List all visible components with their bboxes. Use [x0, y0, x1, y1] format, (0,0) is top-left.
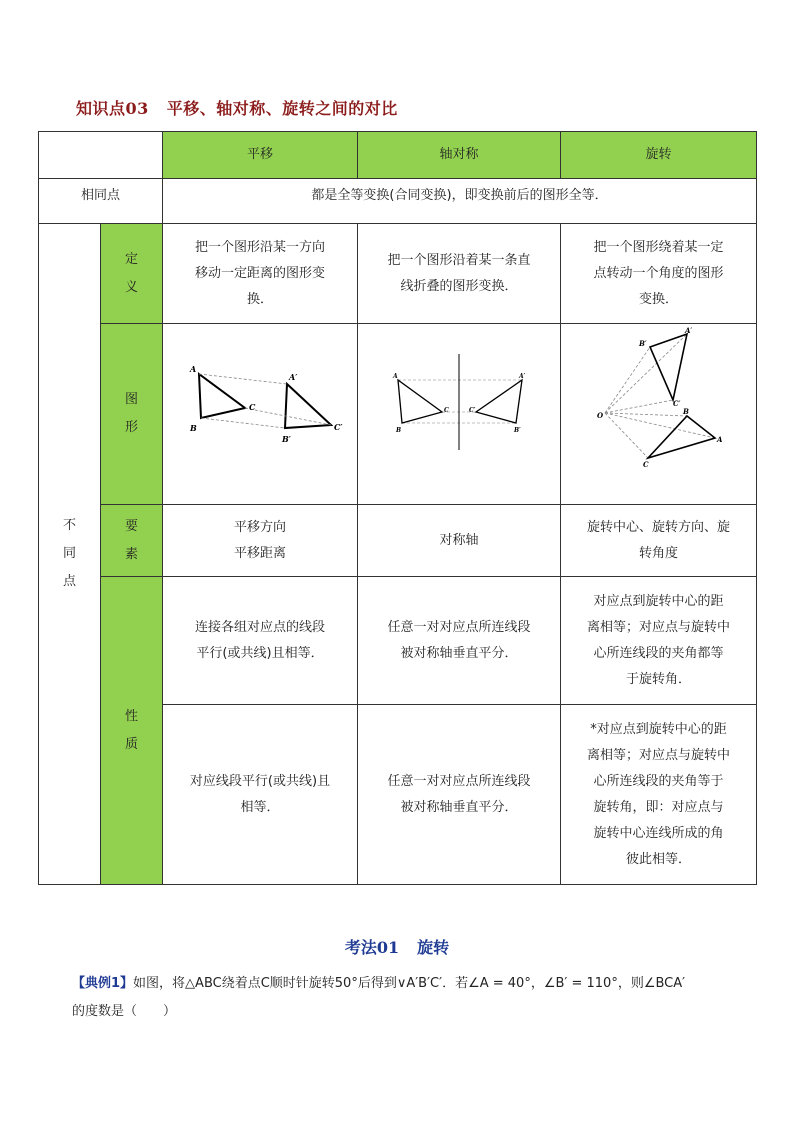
figure-label: 图 形: [101, 324, 163, 505]
property-translation-b: 对应线段平行(或共线)且 相等．: [163, 705, 358, 885]
knowledge-point-label: 知识点03: [76, 99, 149, 118]
same-row: [39, 179, 757, 224]
elements-reflection: 对称轴: [358, 505, 561, 577]
svg-text:B′: B′: [282, 434, 291, 444]
svg-text:A: A: [717, 435, 723, 444]
svg-text:A: A: [393, 373, 398, 380]
svg-text:A′: A′: [685, 326, 693, 335]
rotation-figure: [561, 324, 757, 494]
example-problem: [72, 970, 762, 1026]
property-row-a: [39, 577, 757, 705]
figure-rotation-cell: [561, 324, 757, 505]
svg-text:A′: A′: [519, 373, 526, 380]
definition-rotation: 把一个图形绕着某一定 点转动一个角度的图形 变换．: [561, 224, 757, 324]
figure-translation-cell: [163, 324, 358, 505]
corner-cell: [39, 132, 163, 179]
svg-text:B: B: [683, 407, 689, 416]
svg-text:C: C: [643, 460, 649, 469]
figure-row: [39, 324, 757, 505]
header-row: [39, 132, 757, 179]
reflection-figure: [358, 324, 561, 494]
svg-text:C′: C′: [469, 407, 476, 414]
definition-reflection: 把一个图形沿着某一条直 线折叠的图形变换．: [358, 224, 561, 324]
property-rotation-a: 对应点到旋转中心的距 离相等；对应点与旋转中 心所连线段的夹角都等 于旋转角．: [561, 577, 757, 705]
definition-label: 定 义: [101, 224, 163, 324]
triangle-abc: [199, 374, 245, 418]
triangle-abc: [648, 416, 715, 458]
method-label: 考法01: [344, 938, 400, 957]
method-heading: [0, 935, 794, 958]
elements-row: [39, 505, 757, 577]
svg-text:C′: C′: [334, 422, 343, 432]
property-reflection-b: 任意一对对应点所连线段 被对称轴垂直平分．: [358, 705, 561, 885]
property-rotation-b: *对应点到旋转中心的距 离相等；对应点与旋转中 心所连线段的夹角等于 旋转角，即：对应点与 旋转中心连线所成的角 彼此相等．: [561, 705, 757, 885]
comparison-table: [38, 131, 757, 885]
svg-text:C: C: [249, 402, 256, 412]
same-label: 相同点: [39, 179, 163, 224]
definition-translation: 把一个图形沿某一方向 移动一定距离的图形变 换．: [163, 224, 358, 324]
triangle-abc-prime: [650, 334, 687, 400]
svg-text:C′: C′: [673, 399, 681, 408]
svg-text:C: C: [444, 407, 449, 414]
svg-text:B′: B′: [639, 339, 647, 348]
diff-label: 不 同 点: [39, 224, 101, 885]
definition-row: [39, 224, 757, 324]
property-translation-a: 连接各组对应点的线段 平行(或共线)且相等．: [163, 577, 358, 705]
knowledge-point-title: [76, 96, 398, 119]
example-tag: 【典例1】: [72, 976, 134, 991]
elements-rotation: 旋转中心、旋转方向、旋 转角度: [561, 505, 757, 577]
elements-translation: 平移方向 平移距离: [163, 505, 358, 577]
col-header-reflection: 轴对称: [358, 132, 561, 179]
svg-text:A′: A′: [289, 372, 298, 382]
translation-figure: [163, 324, 358, 494]
svg-text:A: A: [190, 364, 197, 374]
property-label: 性 质: [101, 577, 163, 885]
svg-text:B: B: [396, 427, 402, 434]
knowledge-point-heading: 平移、轴对称、旋转之间的对比: [166, 99, 398, 118]
col-header-translation: 平移: [163, 132, 358, 179]
property-reflection-a: 任意一对对应点所连线段 被对称轴垂直平分．: [358, 577, 561, 705]
triangle-abc-prime: [476, 380, 522, 423]
col-header-rotation: 旋转: [561, 132, 757, 179]
same-text: 都是全等变换(合同变换)，即变换前后的图形全等．: [163, 179, 757, 224]
triangle-abc-prime: [285, 384, 331, 428]
svg-text:B′: B′: [514, 427, 521, 434]
triangle-abc: [398, 380, 442, 423]
example-line-2: 的度数是（ ）: [72, 1004, 177, 1019]
example-line-1: 如图，将△ABC绕着点C顺时针旋转50°后得到∨A′B′C′．若∠A = 40°，∠B′ = 110°，则∠BCA′: [133, 976, 686, 991]
method-title: 旋转: [417, 938, 450, 957]
elements-label: 要 素: [101, 505, 163, 577]
svg-text:B: B: [190, 423, 197, 433]
figure-reflection-cell: [358, 324, 561, 505]
svg-text:O: O: [597, 411, 604, 420]
